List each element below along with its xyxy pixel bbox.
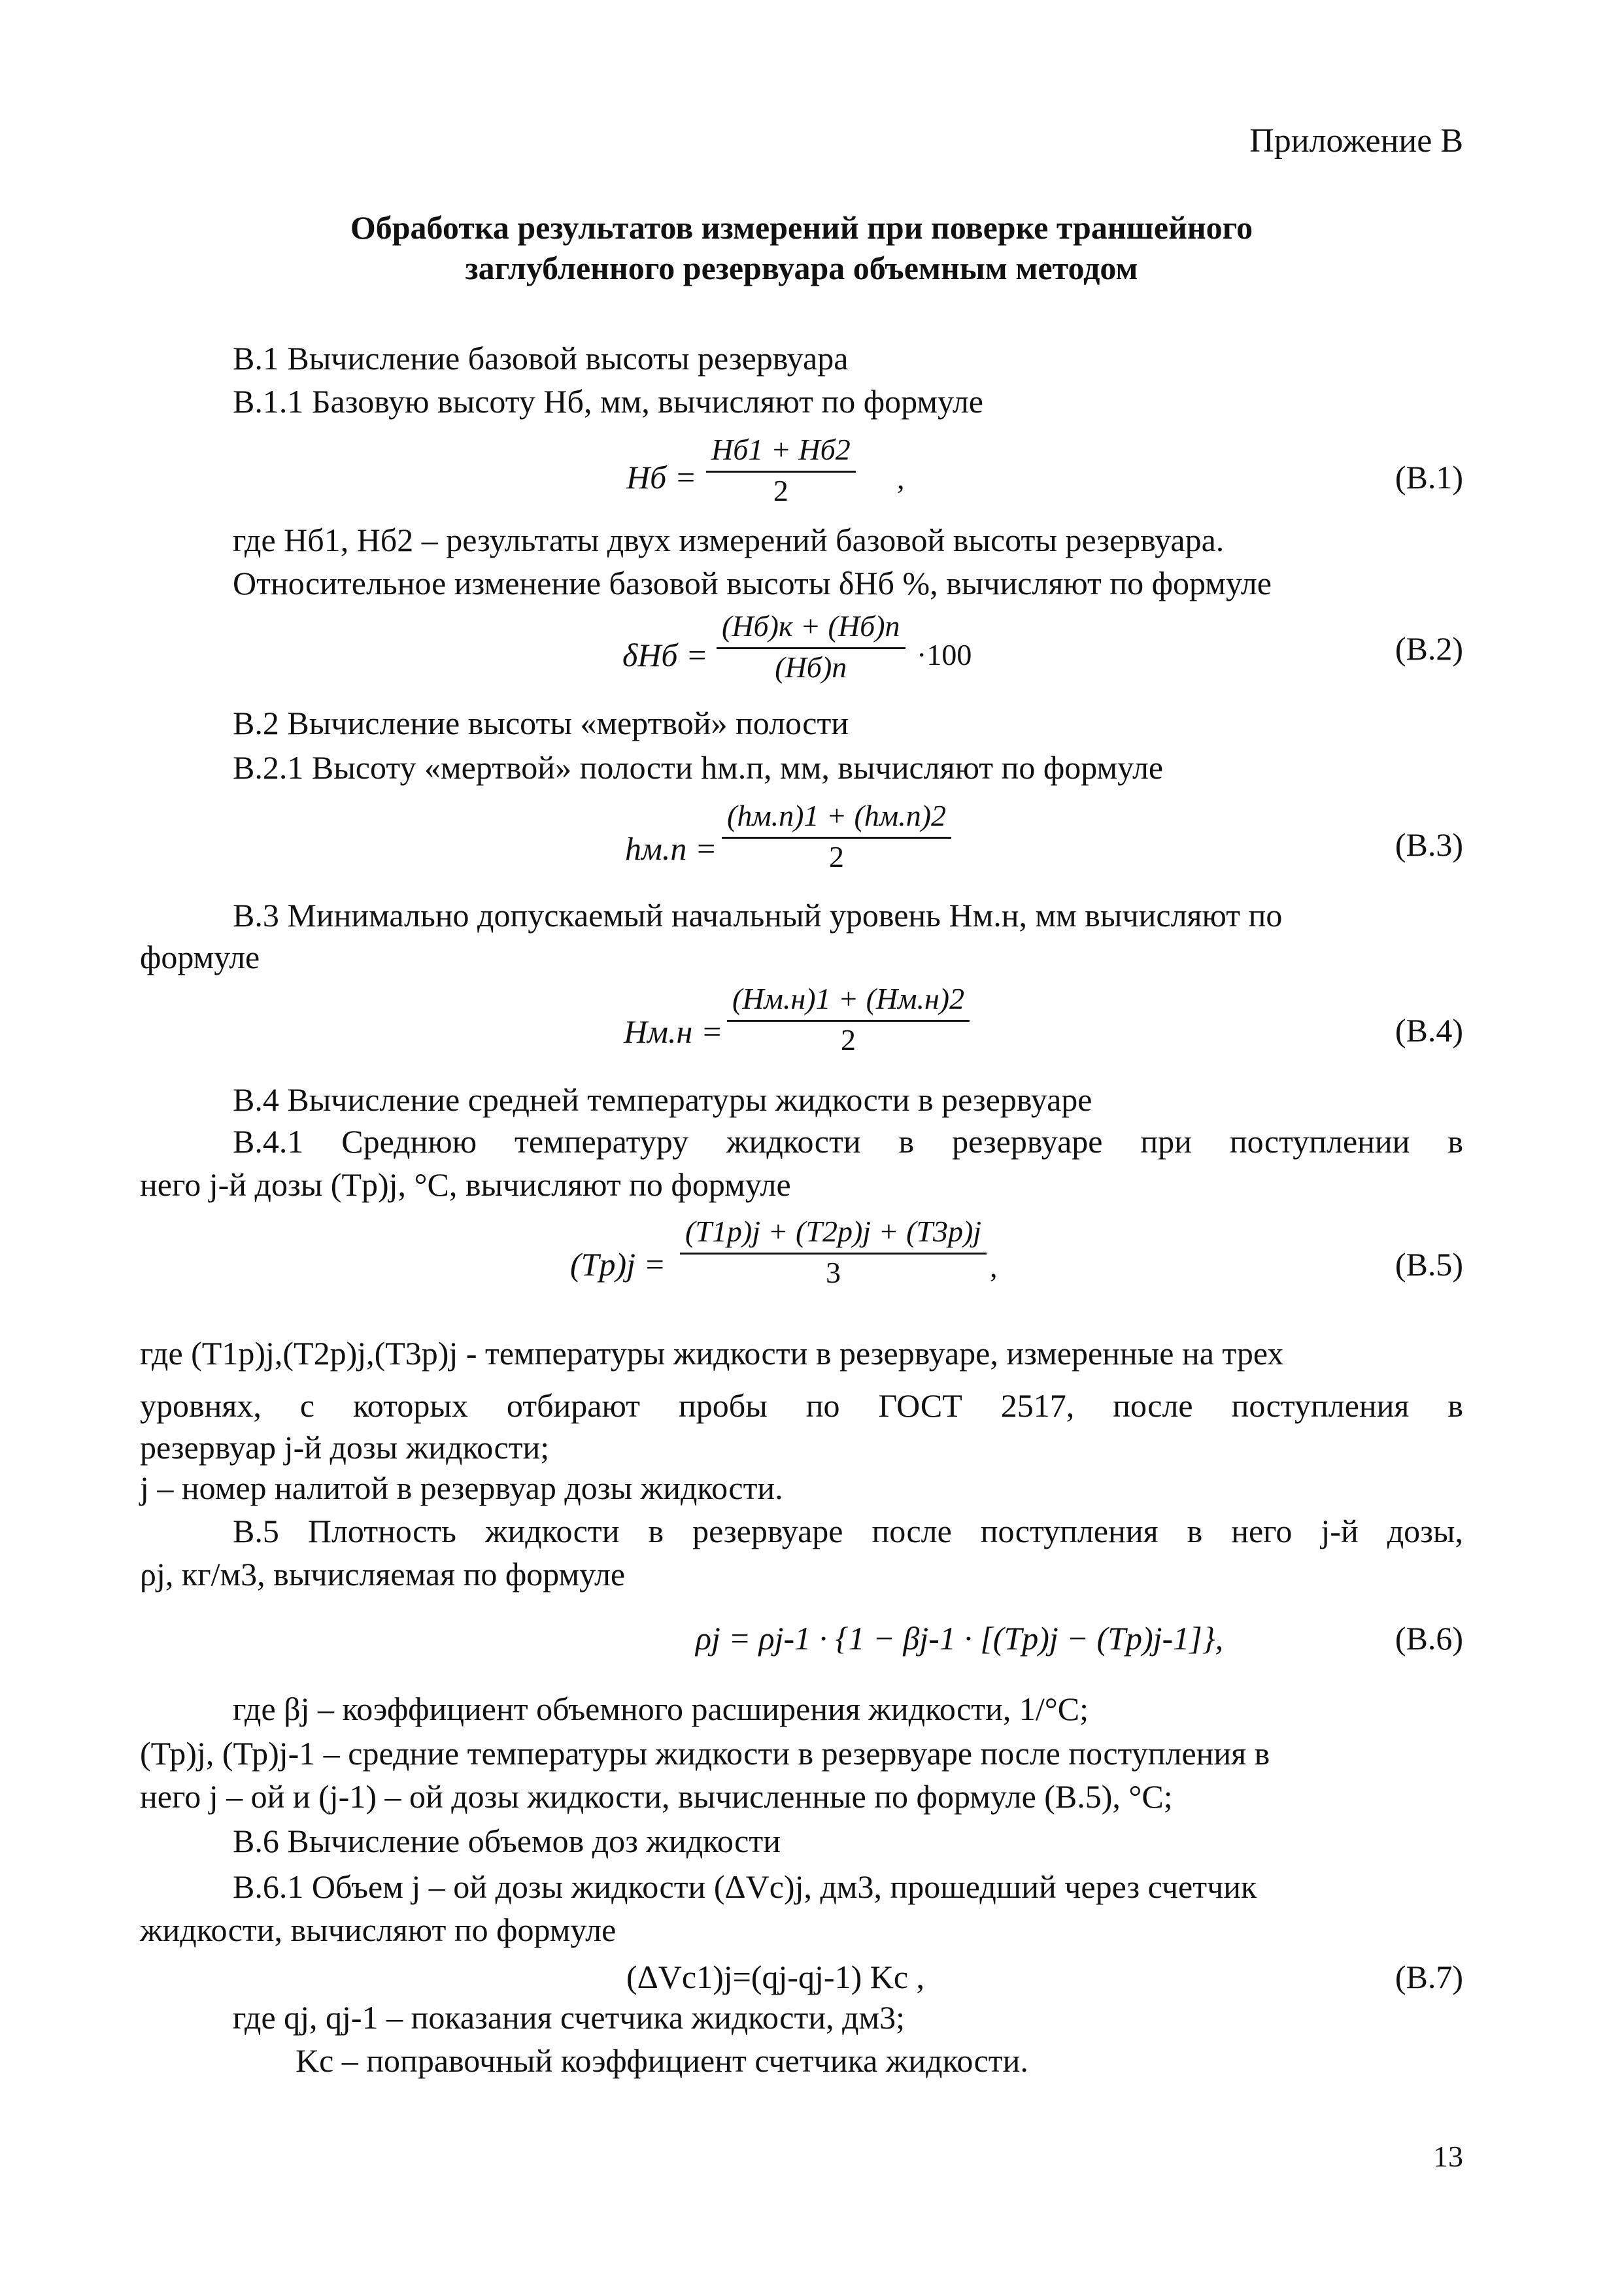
eq1-tail: ,: [897, 462, 905, 495]
eq5-denominator: 3: [826, 1256, 841, 1289]
paragraph-b3-line1: В.3 Минимально допускаемый начальный уровень Нм.н, мм вычисляют по: [233, 897, 1283, 934]
eq6-expression: ρj = ρj-1 · {1 − βj-1 · [(Tp)j − (Tp)j-1]},: [696, 1620, 1224, 1657]
eq4-lhs: Hм.н =: [624, 1013, 723, 1050]
eq2-denominator: (Hб)п: [775, 650, 847, 684]
eq6-number: (В.6): [1395, 1620, 1463, 1657]
eq7-expression: (ΔVс1)j=(qj-qj-1) Kc ,: [626, 1959, 925, 1995]
eq5-fraction: [680, 1213, 987, 1291]
eq4-number: (В.4): [1395, 1012, 1463, 1049]
eq4-fraction: [727, 981, 970, 1058]
section-title-line2: заглубленного резервуара объемным методом: [465, 250, 1138, 286]
where-b5-line2: уровнях, с которых отбирают пробы по ГОСТ 2517, после поступления в: [140, 1387, 1463, 1424]
section-title-line1: Обработка результатов измерений при поверке траншейного: [350, 209, 1253, 246]
eq3-fraction: [722, 798, 951, 875]
where-b7-line2: Kc – поправочный коэффициент счетчика жидкости.: [296, 2042, 1028, 2079]
eq1-lhs: Hб =: [626, 459, 697, 496]
paragraph-b41-text: В.4.1 Среднюю температуру жидкости в резервуаре при поступлении в: [233, 1123, 1463, 1160]
eq2-numerator: (Hб)к + (Hб)п: [717, 608, 905, 649]
eq1-numerator: Hб1 + Hб2: [706, 431, 856, 473]
eq2-tail: ·100: [917, 638, 972, 671]
eq3-numerator: (hм.п)1 + (hм.п)2: [722, 798, 951, 839]
paragraph-b61-line2: жидкости, вычисляют по формуле: [140, 1912, 617, 1948]
eq5-tail: ,: [990, 1250, 998, 1283]
eq1-number: (В.1): [1395, 459, 1463, 496]
heading-b4: В.4 Вычисление средней температуры жидкости в резервуаре: [233, 1081, 1092, 1118]
where-b1: где Нб1, Нб2 – результаты двух измерений базовой высоты резервуара.: [233, 522, 1225, 558]
paragraph-b41-line1: [140, 1122, 1463, 1161]
paragraph-b41-line2: него j-й дозы (Tp)j, °С, вычисляют по формуле: [140, 1166, 791, 1203]
appendix-label: Приложение В: [1249, 122, 1463, 160]
eq3-number: (В.3): [1395, 826, 1463, 863]
paragraph-b3-line2: формуле: [140, 939, 260, 975]
eq3-lhs: hм.п =: [625, 830, 717, 867]
where-b6-line2: (Тр)j, (Тр)j-1 – средние температуры жидкости в резервуаре после поступления в: [140, 1735, 1270, 1772]
relative-change-text: Относительное изменение базовой высоты δНб %, вычисляют по формуле: [233, 565, 1272, 601]
where-b6-line3: него j – ой и (j-1) – ой дозы жидкости, вычисленные по формуле (В.5), °С;: [140, 1778, 1173, 1815]
eq4-numerator: (Hм.н)1 + (Hм.н)2: [727, 981, 970, 1022]
eq5-numerator: (T1p)j + (T2p)j + (T3p)j: [680, 1213, 987, 1255]
eq3-denominator: 2: [829, 840, 845, 873]
heading-b6: В.6 Вычисление объемов доз жидкости: [233, 1823, 781, 1859]
paragraph-b21: В.2.1 Высоту «мертвой» полости hм.п, мм, вычисляют по формуле: [233, 749, 1164, 786]
page-number: 13: [1433, 2140, 1463, 2173]
eq1-denominator: 2: [773, 474, 788, 507]
paragraph-b61-line1: В.6.1 Объем j – ой дозы жидкости (ΔVс)j, дм3, прошедший через счетчик: [233, 1868, 1257, 1905]
where-b5-line4: j – номер налитой в резервуар дозы жидкости.: [140, 1470, 783, 1506]
heading-b1: В.1 Вычисление базовой высоты резервуара: [233, 340, 849, 377]
where-b5-line3: резервуар j-й дозы жидкости;: [140, 1429, 550, 1466]
where-b6-line1: где βj – коэффициент объемного расширения жидкости, 1/°С;: [233, 1691, 1089, 1727]
paragraph-b11: В.1.1 Базовую высоту Нб, мм, вычисляют по формуле: [233, 383, 983, 420]
eq4-denominator: 2: [841, 1023, 856, 1056]
eq2-lhs: δHб =: [622, 637, 708, 673]
paragraph-b5-line2: ρj, кг/м3, вычисляемая по формуле: [140, 1556, 626, 1593]
paragraph-b5-line1: [140, 1511, 1463, 1551]
where-b5-line1: где (T1p)j,(T2p)j,(T3p)j - температуры жидкости в резервуаре, измеренные на трех: [140, 1335, 1284, 1372]
eq1-fraction: [706, 431, 856, 509]
eq2-fraction: [717, 608, 905, 686]
where-b7-line1: где qj, qj-1 – показания счетчика жидкости, дм3;: [233, 1999, 905, 2036]
eq2-number: (В.2): [1395, 630, 1463, 667]
eq5-number: (В.5): [1395, 1246, 1463, 1283]
eq7-number: (В.7): [1395, 1959, 1463, 1995]
heading-b2: В.2 Вычисление высоты «мертвой» полости: [233, 705, 849, 741]
paragraph-b5-text: В.5 Плотность жидкости в резервуаре после поступления в него j-й дозы,: [233, 1513, 1463, 1549]
eq5-lhs: (Tp)j =: [570, 1246, 666, 1283]
